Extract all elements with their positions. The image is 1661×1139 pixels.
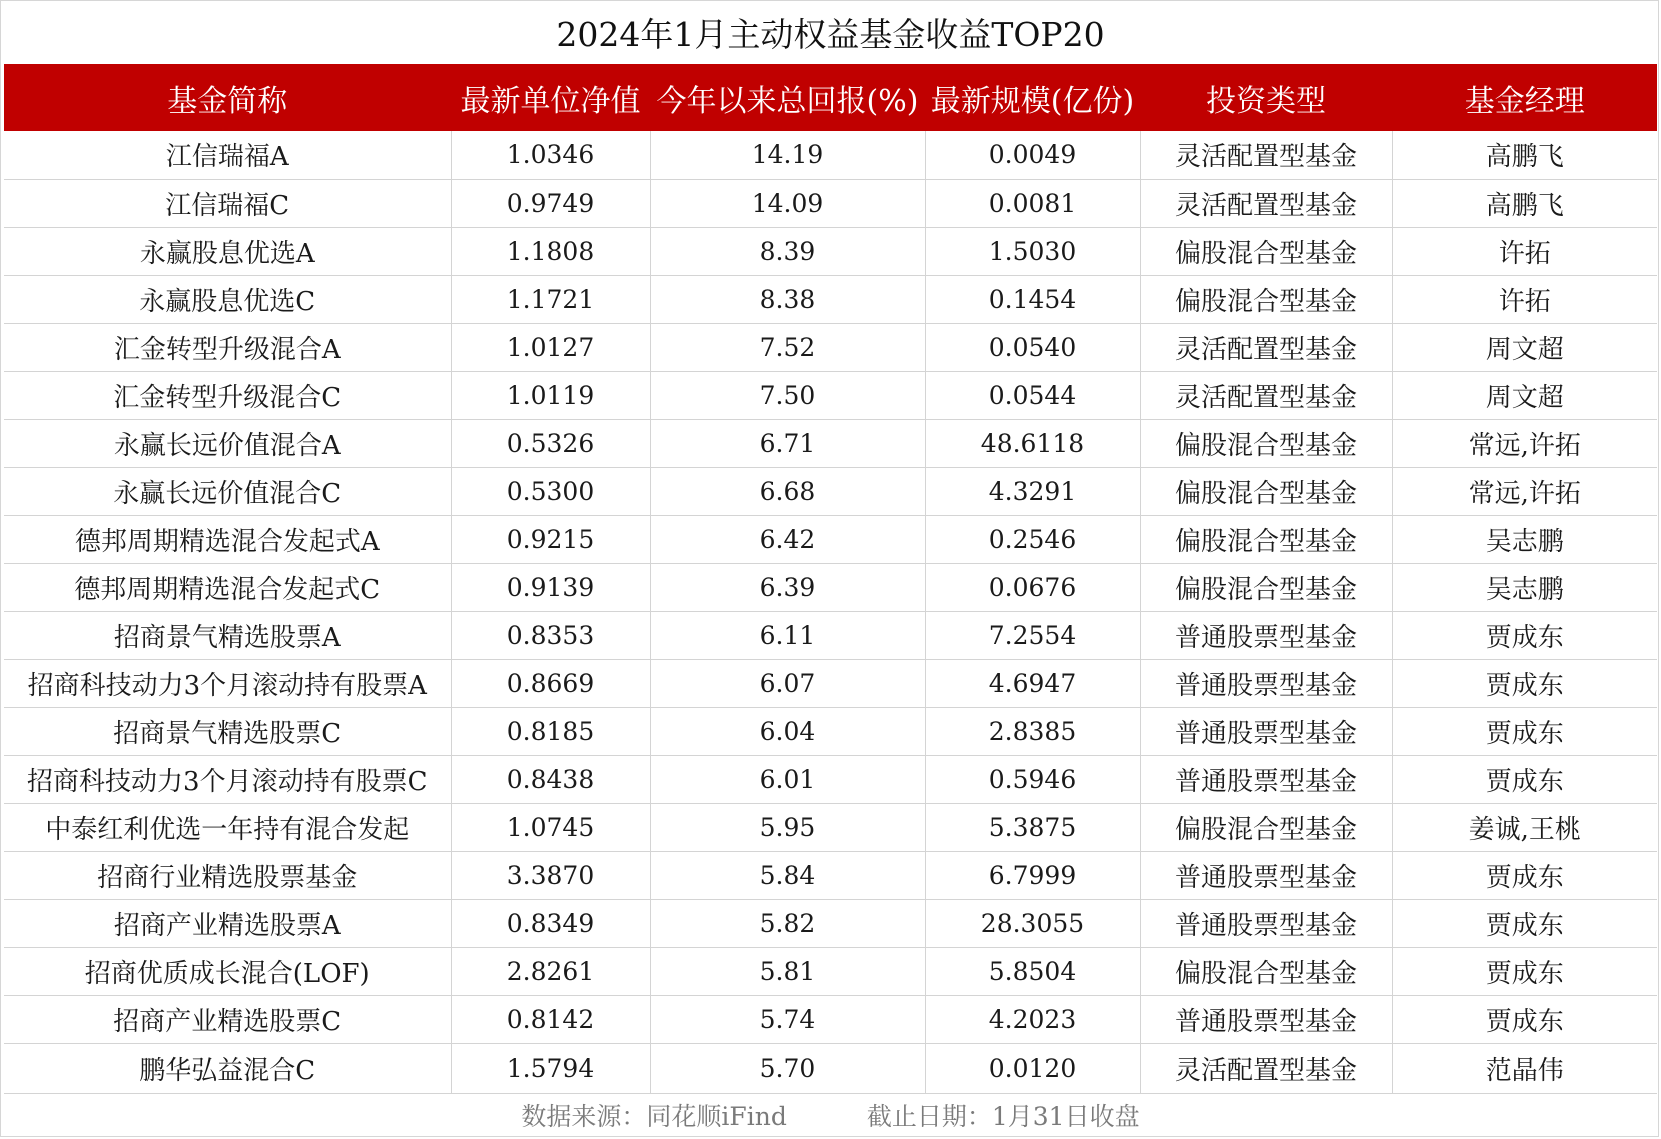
nav-cell: 1.1808 bbox=[451, 227, 650, 275]
ytd-return-cell: 5.84 bbox=[650, 851, 925, 899]
table-header-row bbox=[4, 64, 1657, 131]
ytd-return-cell: 8.38 bbox=[650, 275, 925, 323]
invest-type-cell: 偏股混合型基金 bbox=[1140, 419, 1392, 467]
table-row bbox=[4, 899, 1657, 947]
scale-cell: 2.8385 bbox=[925, 707, 1140, 755]
manager-cell: 贾成东 bbox=[1392, 899, 1657, 947]
scale-cell: 0.0120 bbox=[925, 1043, 1140, 1093]
table-row bbox=[4, 803, 1657, 851]
fund-name-cell: 永赢长远价值混合A bbox=[4, 419, 451, 467]
footer-note bbox=[0, 1096, 1661, 1138]
fund-name-cell: 永赢股息优选A bbox=[4, 227, 451, 275]
fund-name-cell: 永赢股息优选C bbox=[4, 275, 451, 323]
manager-cell: 常远,许拓 bbox=[1392, 467, 1657, 515]
scale-cell: 0.5946 bbox=[925, 755, 1140, 803]
table-row bbox=[4, 659, 1657, 707]
invest-type-cell: 偏股混合型基金 bbox=[1140, 947, 1392, 995]
manager-cell: 贾成东 bbox=[1392, 707, 1657, 755]
fund-name-cell: 汇金转型升级混合C bbox=[4, 371, 451, 419]
ytd-return-cell: 7.50 bbox=[650, 371, 925, 419]
nav-cell: 0.8349 bbox=[451, 899, 650, 947]
invest-type-cell: 灵活配置型基金 bbox=[1140, 131, 1392, 179]
invest-type-cell: 普通股票型基金 bbox=[1140, 707, 1392, 755]
table-row bbox=[4, 515, 1657, 563]
cutoff-date-label: 截止日期：1月31日收盘 bbox=[866, 1102, 1140, 1131]
fund-name-cell: 招商产业精选股票A bbox=[4, 899, 451, 947]
ytd-return-cell: 6.68 bbox=[650, 467, 925, 515]
nav-cell: 1.1721 bbox=[451, 275, 650, 323]
table-row bbox=[4, 179, 1657, 227]
ytd-return-cell: 6.11 bbox=[650, 611, 925, 659]
column-header-invest-type: 投资类型 bbox=[1140, 64, 1392, 131]
column-header-ytd-return: 今年以来总回报(%) bbox=[650, 64, 925, 131]
scale-cell: 0.0081 bbox=[925, 179, 1140, 227]
scale-cell: 7.2554 bbox=[925, 611, 1140, 659]
table-row bbox=[4, 275, 1657, 323]
fund-name-cell: 招商行业精选股票基金 bbox=[4, 851, 451, 899]
invest-type-cell: 偏股混合型基金 bbox=[1140, 515, 1392, 563]
manager-cell: 常远,许拓 bbox=[1392, 419, 1657, 467]
fund-ranking-table bbox=[4, 64, 1657, 1094]
scale-cell: 1.5030 bbox=[925, 227, 1140, 275]
table-row bbox=[4, 419, 1657, 467]
ytd-return-cell: 6.71 bbox=[650, 419, 925, 467]
invest-type-cell: 普通股票型基金 bbox=[1140, 899, 1392, 947]
nav-cell: 0.8669 bbox=[451, 659, 650, 707]
nav-cell: 0.8438 bbox=[451, 755, 650, 803]
fund-name-cell: 江信瑞福A bbox=[4, 131, 451, 179]
invest-type-cell: 灵活配置型基金 bbox=[1140, 179, 1392, 227]
table-row bbox=[4, 131, 1657, 179]
data-source-label: 数据来源：同花顺iFind bbox=[521, 1102, 787, 1131]
table-row bbox=[4, 563, 1657, 611]
scale-cell: 28.3055 bbox=[925, 899, 1140, 947]
page-title: 2024年1月主动权益基金收益TOP20 bbox=[556, 15, 1105, 54]
table-row bbox=[4, 995, 1657, 1043]
manager-cell: 周文超 bbox=[1392, 323, 1657, 371]
manager-cell: 贾成东 bbox=[1392, 947, 1657, 995]
fund-name-cell: 汇金转型升级混合A bbox=[4, 323, 451, 371]
nav-cell: 2.8261 bbox=[451, 947, 650, 995]
invest-type-cell: 偏股混合型基金 bbox=[1140, 275, 1392, 323]
fund-name-cell: 招商景气精选股票A bbox=[4, 611, 451, 659]
manager-cell: 许拓 bbox=[1392, 275, 1657, 323]
invest-type-cell: 普通股票型基金 bbox=[1140, 659, 1392, 707]
manager-cell: 高鹏飞 bbox=[1392, 131, 1657, 179]
nav-cell: 0.8142 bbox=[451, 995, 650, 1043]
ytd-return-cell: 6.42 bbox=[650, 515, 925, 563]
invest-type-cell: 灵活配置型基金 bbox=[1140, 1043, 1392, 1093]
nav-cell: 1.0119 bbox=[451, 371, 650, 419]
ytd-return-cell: 14.09 bbox=[650, 179, 925, 227]
nav-cell: 0.9749 bbox=[451, 179, 650, 227]
manager-cell: 吴志鹏 bbox=[1392, 515, 1657, 563]
table-row bbox=[4, 707, 1657, 755]
table-row bbox=[4, 467, 1657, 515]
manager-cell: 许拓 bbox=[1392, 227, 1657, 275]
table-row bbox=[4, 947, 1657, 995]
manager-cell: 周文超 bbox=[1392, 371, 1657, 419]
scale-cell: 4.6947 bbox=[925, 659, 1140, 707]
table-row bbox=[4, 323, 1657, 371]
table-row bbox=[4, 1043, 1657, 1093]
scale-cell: 48.6118 bbox=[925, 419, 1140, 467]
manager-cell: 贾成东 bbox=[1392, 755, 1657, 803]
ytd-return-cell: 8.39 bbox=[650, 227, 925, 275]
scale-cell: 5.3875 bbox=[925, 803, 1140, 851]
nav-cell: 1.0745 bbox=[451, 803, 650, 851]
manager-cell: 贾成东 bbox=[1392, 995, 1657, 1043]
invest-type-cell: 灵活配置型基金 bbox=[1140, 371, 1392, 419]
scale-cell: 0.0540 bbox=[925, 323, 1140, 371]
fund-name-cell: 招商景气精选股票C bbox=[4, 707, 451, 755]
column-header-nav: 最新单位净值 bbox=[451, 64, 650, 131]
nav-cell: 0.9215 bbox=[451, 515, 650, 563]
ytd-return-cell: 6.07 bbox=[650, 659, 925, 707]
scale-cell: 4.2023 bbox=[925, 995, 1140, 1043]
invest-type-cell: 偏股混合型基金 bbox=[1140, 467, 1392, 515]
scale-cell: 0.0544 bbox=[925, 371, 1140, 419]
ytd-return-cell: 6.39 bbox=[650, 563, 925, 611]
ytd-return-cell: 5.95 bbox=[650, 803, 925, 851]
fund-name-cell: 中泰红利优选一年持有混合发起 bbox=[4, 803, 451, 851]
ytd-return-cell: 6.01 bbox=[650, 755, 925, 803]
manager-cell: 姜诚,王桃 bbox=[1392, 803, 1657, 851]
fund-name-cell: 招商科技动力3个月滚动持有股票C bbox=[4, 755, 451, 803]
nav-cell: 0.9139 bbox=[451, 563, 650, 611]
scale-cell: 4.3291 bbox=[925, 467, 1140, 515]
ytd-return-cell: 5.74 bbox=[650, 995, 925, 1043]
fund-name-cell: 招商科技动力3个月滚动持有股票A bbox=[4, 659, 451, 707]
manager-cell: 贾成东 bbox=[1392, 659, 1657, 707]
manager-cell: 贾成东 bbox=[1392, 851, 1657, 899]
column-header-scale: 最新规模(亿份) bbox=[925, 64, 1140, 131]
nav-cell: 0.8185 bbox=[451, 707, 650, 755]
invest-type-cell: 普通股票型基金 bbox=[1140, 995, 1392, 1043]
manager-cell: 吴志鹏 bbox=[1392, 563, 1657, 611]
invest-type-cell: 普通股票型基金 bbox=[1140, 851, 1392, 899]
invest-type-cell: 普通股票型基金 bbox=[1140, 611, 1392, 659]
fund-name-cell: 德邦周期精选混合发起式C bbox=[4, 563, 451, 611]
invest-type-cell: 偏股混合型基金 bbox=[1140, 227, 1392, 275]
nav-cell: 1.5794 bbox=[451, 1043, 650, 1093]
nav-cell: 1.0127 bbox=[451, 323, 650, 371]
manager-cell: 贾成东 bbox=[1392, 611, 1657, 659]
scale-cell: 6.7999 bbox=[925, 851, 1140, 899]
fund-name-cell: 德邦周期精选混合发起式A bbox=[4, 515, 451, 563]
nav-cell: 1.0346 bbox=[451, 131, 650, 179]
scale-cell: 0.0049 bbox=[925, 131, 1140, 179]
invest-type-cell: 普通股票型基金 bbox=[1140, 755, 1392, 803]
scale-cell: 0.1454 bbox=[925, 275, 1140, 323]
table-row bbox=[4, 611, 1657, 659]
ytd-return-cell: 14.19 bbox=[650, 131, 925, 179]
column-header-manager: 基金经理 bbox=[1392, 64, 1657, 131]
ytd-return-cell: 5.70 bbox=[650, 1043, 925, 1093]
table-row bbox=[4, 227, 1657, 275]
fund-name-cell: 永赢长远价值混合C bbox=[4, 467, 451, 515]
ytd-return-cell: 7.52 bbox=[650, 323, 925, 371]
scale-cell: 0.0676 bbox=[925, 563, 1140, 611]
invest-type-cell: 偏股混合型基金 bbox=[1140, 563, 1392, 611]
fund-name-cell: 招商优质成长混合(LOF) bbox=[4, 947, 451, 995]
nav-cell: 0.5326 bbox=[451, 419, 650, 467]
ytd-return-cell: 5.82 bbox=[650, 899, 925, 947]
ytd-return-cell: 5.81 bbox=[650, 947, 925, 995]
invest-type-cell: 偏股混合型基金 bbox=[1140, 803, 1392, 851]
table-body bbox=[4, 131, 1657, 1093]
nav-cell: 0.8353 bbox=[451, 611, 650, 659]
ytd-return-cell: 6.04 bbox=[650, 707, 925, 755]
table-row bbox=[4, 851, 1657, 899]
fund-name-cell: 招商产业精选股票C bbox=[4, 995, 451, 1043]
scale-cell: 0.2546 bbox=[925, 515, 1140, 563]
invest-type-cell: 灵活配置型基金 bbox=[1140, 323, 1392, 371]
fund-name-cell: 江信瑞福C bbox=[4, 179, 451, 227]
nav-cell: 0.5300 bbox=[451, 467, 650, 515]
nav-cell: 3.3870 bbox=[451, 851, 650, 899]
manager-cell: 高鹏飞 bbox=[1392, 179, 1657, 227]
fund-name-cell: 鹏华弘益混合C bbox=[4, 1043, 451, 1093]
manager-cell: 范晶伟 bbox=[1392, 1043, 1657, 1093]
column-header-fund-name: 基金简称 bbox=[4, 64, 451, 131]
table-row bbox=[4, 371, 1657, 419]
table-row bbox=[4, 755, 1657, 803]
scale-cell: 5.8504 bbox=[925, 947, 1140, 995]
